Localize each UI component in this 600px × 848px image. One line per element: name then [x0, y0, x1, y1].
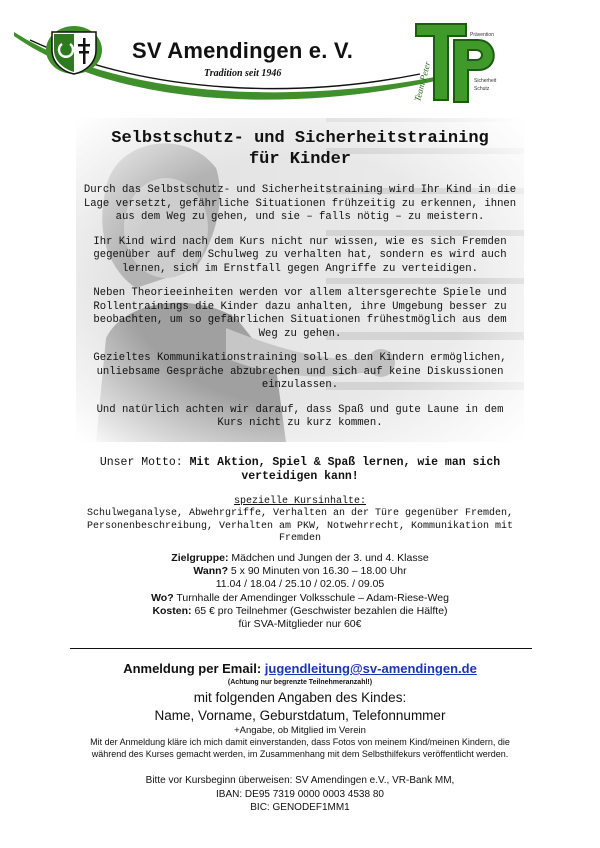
tp-small-text: Team Peter	[412, 60, 433, 103]
course-details	[80, 552, 520, 631]
when	[80, 565, 520, 578]
course-title	[76, 128, 524, 170]
registration-note: (Achtung nur begrenzte Teilnehmeranzahl!)	[227, 679, 373, 686]
paragraph: Ihr Kind wird nach dem Kurs nicht nur wissen, wie es sich Fremden gegenüber auf dem Schulweg zu verhalten hat, sondern es wird auch lernen, sich im Ernstfall gegen Angriffe zu verteidigen.	[93, 235, 507, 275]
photo-consent	[40, 736, 560, 760]
divider	[70, 648, 532, 649]
payment-iban: IBAN: DE95 7319 0000 0003 4538 80	[216, 788, 384, 800]
payment-info	[40, 774, 560, 815]
motto-label: Unser Motto:	[99, 456, 183, 469]
tp-side-text-1: Prävention	[470, 32, 494, 38]
special-content-heading: spezielle Kursinhalte:	[233, 496, 367, 507]
motto	[86, 456, 514, 484]
when-label: Wann?	[193, 565, 228, 578]
cost-value: 65 € pro Teilnehmer (Geschwister bezahlen die Hälfte)	[194, 604, 448, 617]
registration-extra: +Angabe, ob Mitglied im Verein	[234, 725, 366, 736]
consent-line2: während des Kurses gemacht werden, im Zusammenhang mit dem Selbsthilfekurs veröffentlicht werden.	[91, 749, 509, 759]
paragraph: Durch das Selbstschutz- und Sicherheitstraining wird Ihr Kind in die Lage versetzt, gefährliche Situationen frühzeitig zu erkennen, ihnen aus dem Weg zu gehen, und sie – falls nötig – zu meistern.	[83, 184, 517, 223]
paragraph: Neben Theorieeinheiten werden vor allem altersgerechte Spiele und Rollentrainings die Kinder dazu anhalten, ihre Umgebung besser zu beobachten, um so gefährlichen Situationen frühestmöglich aus dem Weg zu gehen.	[93, 287, 507, 340]
when-value: 5 x 90 Minuten von 16.30 – 18.00 Uhr	[230, 565, 407, 578]
cost	[80, 605, 520, 618]
course-title-line2: für Kinder	[248, 150, 352, 169]
target-label: Zielgruppe:	[171, 552, 229, 564]
member-price: für SVA-Mitglieder nur 60€	[238, 618, 362, 631]
registration-line	[40, 660, 560, 678]
course-dates: 11.04 / 18.04 / 25.10 / 02.05. / 09.05	[215, 578, 385, 591]
special-content-text: Schulweganalyse, Abwehrgriffe, Verhalten an der Türe gegenüber Fremden, Personenbeschreibung, Verhalten am PKW, Notwehrrecht, Kommunikation mit Fremden	[86, 508, 514, 544]
motto-text: Mit Aktion, Spiel & Spaß lernen, wie man sich verteidigen kann!	[189, 456, 501, 483]
paragraph: Und natürlich achten wir darauf, dass Spaß und gute Laune in dem Kurs nicht zu kurz kommen.	[96, 403, 504, 429]
payment-line1: Bitte vor Kursbeginn überweisen: SV Amendingen e.V., VR-Bank MM,	[145, 775, 455, 786]
tp-side-text-3: Schutz	[474, 86, 490, 92]
consent-line1: Mit der Anmeldung kläre ich mich damit einverstanden, dass Fotos von meinem Kind/meinen Kindern, die	[90, 737, 510, 747]
team-peter-tp-icon	[408, 14, 504, 110]
registration-email-link[interactable]: jugendleitung@sv-amendingen.de	[264, 661, 477, 676]
target-group	[80, 552, 520, 565]
club-name: SV Amendingen e. V.	[132, 38, 354, 63]
course-title-line1: Selbstschutz- und Sicherheitstraining	[111, 129, 489, 148]
payment-bic: BIC: GENODEF1MM1	[250, 802, 350, 813]
club-tagline: Tradition seit 1946	[204, 68, 282, 79]
paragraph: Gezieltes Kommunikationstraining soll es den Kindern ermöglichen, unliebsame Gespräche abzubrechen und sich auf keine Diskussionen einzulassen.	[93, 352, 507, 391]
tp-side-text-2: Sicherheit	[474, 78, 497, 84]
cost-label: Kosten:	[152, 604, 192, 617]
registration	[40, 660, 560, 737]
target-value: Mädchen und Jungen der 3. und 4. Klasse	[231, 552, 429, 564]
course-description	[82, 184, 518, 442]
registration-prefix: Anmeldung per Email:	[123, 661, 262, 676]
where-label: Wo?	[151, 591, 174, 604]
where-value: Turnhalle der Amendinger Volksschule – Adam-Riese-Weg	[176, 591, 449, 604]
registration-fields: Name, Vorname, Geburstdatum, Telefonnummer	[154, 708, 446, 723]
where	[80, 592, 520, 605]
registration-following: mit folgenden Angaben des Kindes:	[193, 690, 407, 705]
club-crest-icon	[44, 24, 104, 76]
